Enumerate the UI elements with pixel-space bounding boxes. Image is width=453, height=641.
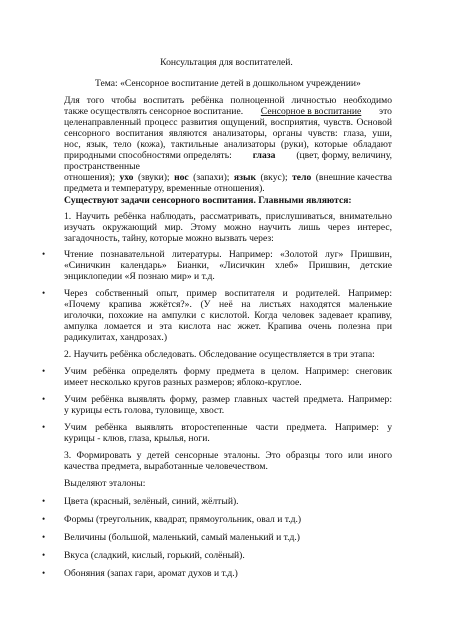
- bullet-icon: •: [42, 288, 46, 298]
- bullet-icon: •: [42, 496, 46, 506]
- etalon-item: Вкуса (сладкий, кислый, горький, солёный).: [64, 550, 245, 561]
- task1-line-2: изучать окружающий мир. Этому можно научить лишь через интерес,: [64, 222, 392, 233]
- intro-line-5: нос, язык, тело (кожа), тактильные анализаторы (руки), которые обладают: [64, 139, 392, 150]
- bullet4-line-1: Учим ребёнка выявлять форму, размер главных частей предмета. Например:: [64, 394, 392, 405]
- topic-line: Тема: «Сенсорное воспитание детей в дошкольном учреждении»: [95, 78, 361, 89]
- intro-organ: нос: [174, 172, 189, 183]
- bullet1-line-1: Чтение познавательной литературы. Например: «Золотой луг» Пришвин,: [64, 249, 392, 260]
- intro-line-7: пространственные: [64, 161, 140, 172]
- task3-line-1: 3. Формировать у детей сенсорные эталоны. Это образцы того или иного: [64, 450, 392, 461]
- intro-organ: глаза: [252, 150, 276, 161]
- intro-text: это: [379, 106, 392, 117]
- intro-line-8: [64, 172, 392, 183]
- bullet2-line-5: радикулитах, хандрозах.): [64, 332, 168, 343]
- intro-line-2: [64, 106, 392, 117]
- etalon-item: Формы (треугольник, квадрат, прямоугольник, овал и т.д.): [64, 514, 302, 525]
- intro-organ: ухо: [119, 172, 134, 183]
- intro-text: отношения);: [64, 172, 115, 183]
- intro-text: (вкус);: [260, 172, 288, 183]
- bullet-icon: •: [42, 568, 46, 578]
- bullet2-line-2: «Почему крапива жжётся?». (У неё на листьях находятся маленькие: [64, 299, 392, 310]
- intro-text: также осуществлять сенсорное воспитание.: [64, 106, 244, 117]
- bullet-icon: •: [42, 532, 46, 542]
- intro-line-9: предмета и температуру, временные отношения).: [64, 183, 265, 194]
- bullet-icon: •: [42, 514, 46, 524]
- bullet2-line-1: Через собственный опыт, пример воспитателя и родителей. Например:: [64, 288, 392, 299]
- bullet2-line-4: ампулка ломается и эта кислота нас жжет. Крапива очень полезна при: [64, 321, 392, 332]
- intro-text: (звуки);: [137, 172, 170, 183]
- task1-line-1: 1. Научить ребёнка наблюдать, рассматривать, прислушиваться, внимательно: [64, 211, 392, 222]
- bullet-icon: •: [42, 366, 46, 376]
- etalon-item: Цвета (красный, зелёный, синий, жёлтый).: [64, 496, 239, 507]
- etalon-item: Величины (большой, маленький, самый маленький и т.д.): [64, 532, 300, 543]
- task3-line-2: качества предмета, выработанные человечеством.: [64, 461, 268, 472]
- intro-term: Сенсорное в воспитание: [260, 106, 362, 117]
- bullet-icon: •: [42, 394, 46, 404]
- bullet1-line-3: энциклопедии «Я познаю мир» и т.д.: [64, 271, 215, 282]
- bullet-icon: •: [42, 249, 46, 259]
- intro-line-4: сенсорного воспитания являются анализаторы, органы чувств: глаза, уши,: [64, 128, 392, 139]
- bullet5-line-1: Учим ребёнка выявлять второстепенные части предмета. Например: у: [64, 422, 392, 433]
- intro-organ: язык: [233, 172, 256, 183]
- etalons-heading: Выделяют эталоны:: [64, 478, 146, 489]
- intro-line-3: целенаправленный процесс развития ощущений, восприятия, чувств. Основой: [64, 117, 392, 128]
- etalon-item: Обоняния (запах гари, аромат духов и т.д.): [64, 568, 238, 579]
- bullet-icon: •: [42, 550, 46, 560]
- intro-line-1: Для того чтобы воспитать ребёнка полноценной личностью необходимо: [64, 95, 392, 106]
- document-title: Консультация для воспитателей.: [160, 57, 293, 68]
- bullet-icon: •: [42, 422, 46, 432]
- bullet4-line-2: у курицы есть голова, туловище, хвост.: [64, 405, 225, 416]
- bullet1-line-2: «Синичкин календарь» Бианки, «Лисичкин хлеб» Пришвин, детские: [64, 260, 392, 271]
- task1-line-3: загадочность, тайну, которые можно вызвать через:: [64, 233, 274, 244]
- bullet3-line-2: имеет несколько кругов разных размеров; яблоко-круглое.: [64, 377, 302, 388]
- intro-line-6: [64, 150, 392, 161]
- task2-line: 2. Научить ребёнка обследовать. Обследование осуществляется в три этапа:: [64, 349, 375, 360]
- intro-text: (внешние качества: [315, 172, 392, 183]
- intro-organ: тело: [292, 172, 312, 183]
- tasks-heading: Существуют задачи сенсорного воспитания. Главными являются:: [64, 195, 352, 206]
- intro-text: природными способностями определять:: [64, 150, 232, 161]
- intro-text: (запахи);: [193, 172, 230, 183]
- bullet2-line-3: иголочки, похожие на ампулки с кислотой. Когда человек задевает крапиву,: [64, 310, 392, 321]
- intro-text: (цвет, форму, величину,: [296, 150, 392, 161]
- bullet5-line-2: курицы - клюв, глаза, крылья, ноги.: [64, 433, 210, 444]
- bullet3-line-1: Учим ребёнка определять форму предмета в целом. Например: снеговик: [64, 366, 392, 377]
